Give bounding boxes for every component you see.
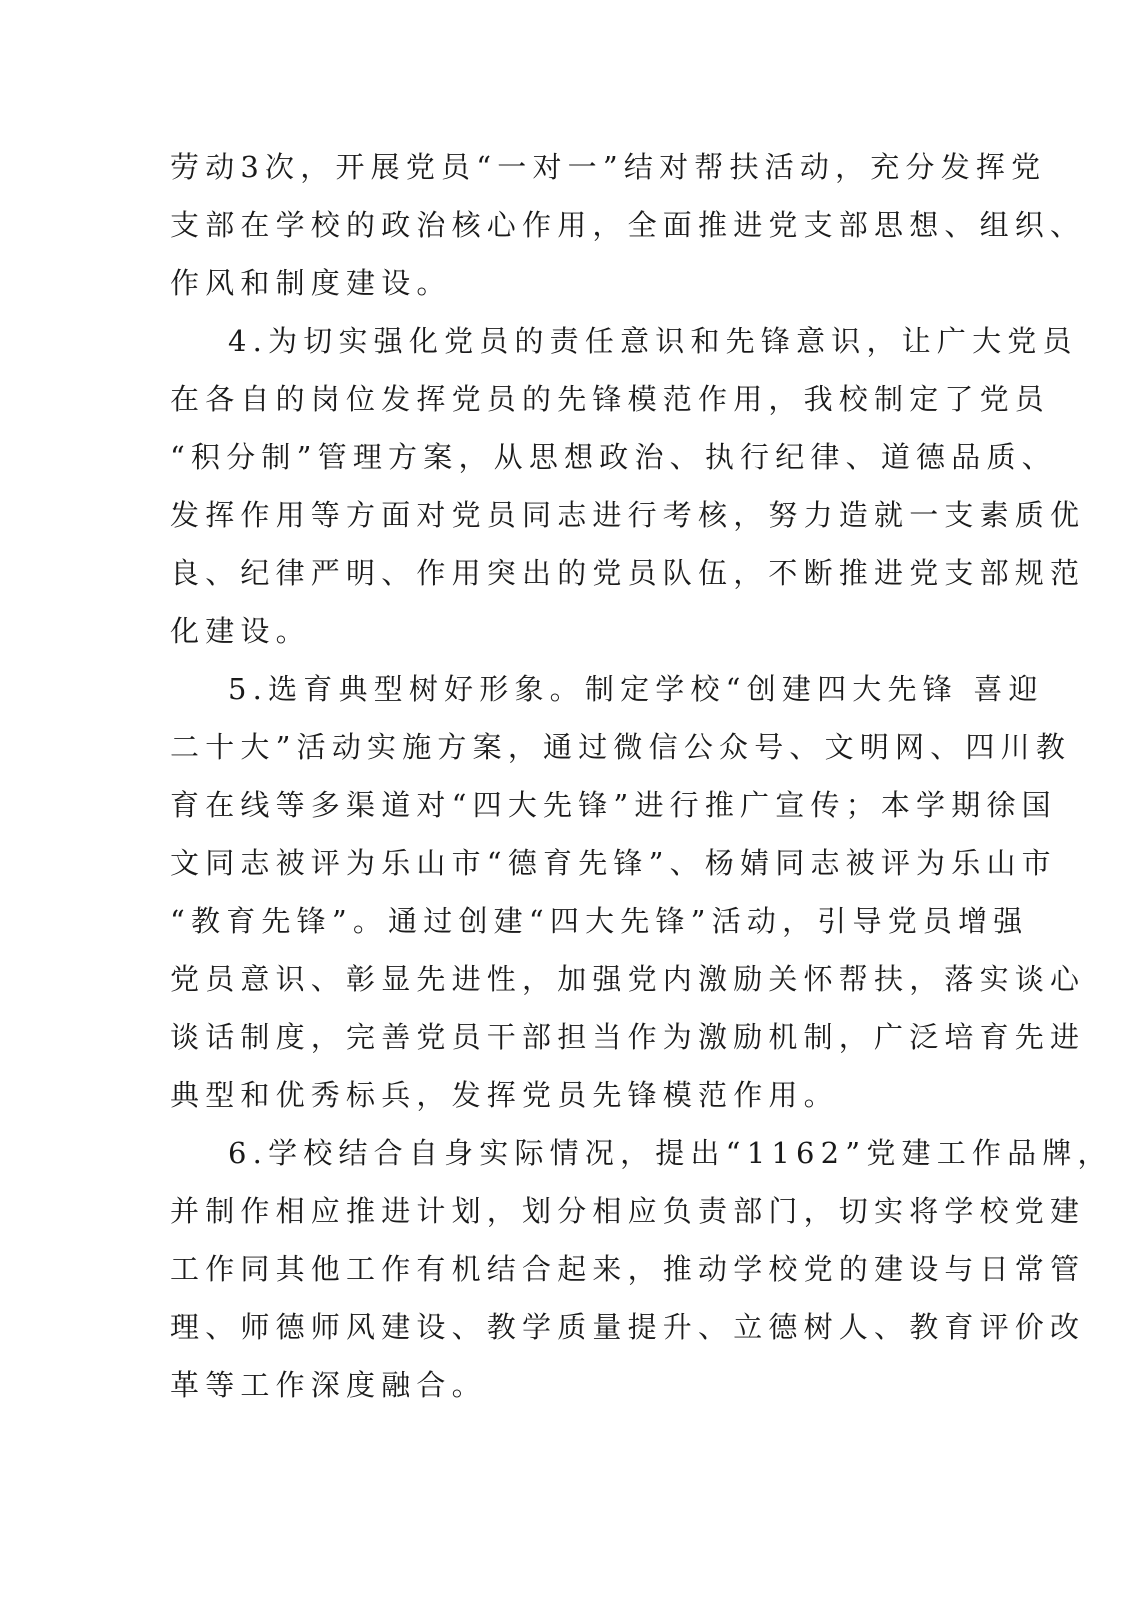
text-line: 在各自的岗位发挥党员的先锋模范作用，我校制定了党员 (170, 382, 1051, 416)
text-line: 良、纪律严明、作用突出的党员队伍，不断推进党支部规范 (170, 556, 1086, 590)
text-line: 党员意识、彰显先进性，加强党内激励关怀帮扶，落实谈心 (170, 962, 1086, 996)
text-line: “教育先锋”。通过创建“四大先锋”活动，引导党员增强 (170, 904, 1029, 938)
text-line: 化建设。 (170, 614, 311, 648)
text-line: 作风和制度建设。 (170, 266, 452, 300)
text-line: 6.学校结合自身实际情况，提出“1162”党建工作品牌， (228, 1136, 1113, 1170)
paragraph-6 (170, 1124, 1113, 1414)
text-line: “积分制”管理方案，从思想政治、执行纪律、道德品质、 (170, 440, 1057, 474)
text-line: 革等工作深度融合。 (170, 1368, 487, 1402)
document-body (170, 138, 1113, 1414)
text-line: 发挥作用等方面对党员同志进行考核，努力造就一支素质优 (170, 498, 1086, 532)
text-line: 5.选育典型树好形象。制定学校“创建四大先锋 喜迎 (228, 672, 1044, 706)
text-line: 典型和优秀标兵，发挥党员先锋模范作用。 (170, 1078, 839, 1112)
text-line: 劳动3次，开展党员“一对一”结对帮扶活动，充分发挥党 (170, 150, 1047, 184)
paragraph-4 (170, 312, 1086, 660)
text-line: 工作同其他工作有机结合起来，推动学校党的建设与日常管 (170, 1252, 1086, 1286)
text-line: 理、师德师风建设、教学质量提升、立德树人、教育评价改 (170, 1310, 1086, 1344)
paragraph-3-continued (170, 138, 1086, 312)
text-line: 支部在学校的政治核心作用，全面推进党支部思想、组织、 (170, 208, 1086, 242)
text-line: 谈话制度，完善党员干部担当作为激励机制，广泛培育先进 (170, 1020, 1086, 1054)
text-line: 并制作相应推进计划，划分相应负责部门，切实将学校党建 (170, 1194, 1086, 1228)
text-line: 文同志被评为乐山市“德育先锋”、杨婧同志被评为乐山市 (170, 846, 1057, 880)
paragraph-5 (170, 660, 1086, 1124)
text-line: 育在线等多渠道对“四大先锋”进行推广宣传；本学期徐国 (170, 788, 1057, 822)
text-line: 4.为切实强化党员的责任意识和先锋意识，让广大党员 (228, 324, 1078, 358)
text-line: 二十大”活动实施方案，通过微信公众号、文明网、四川教 (170, 730, 1072, 764)
